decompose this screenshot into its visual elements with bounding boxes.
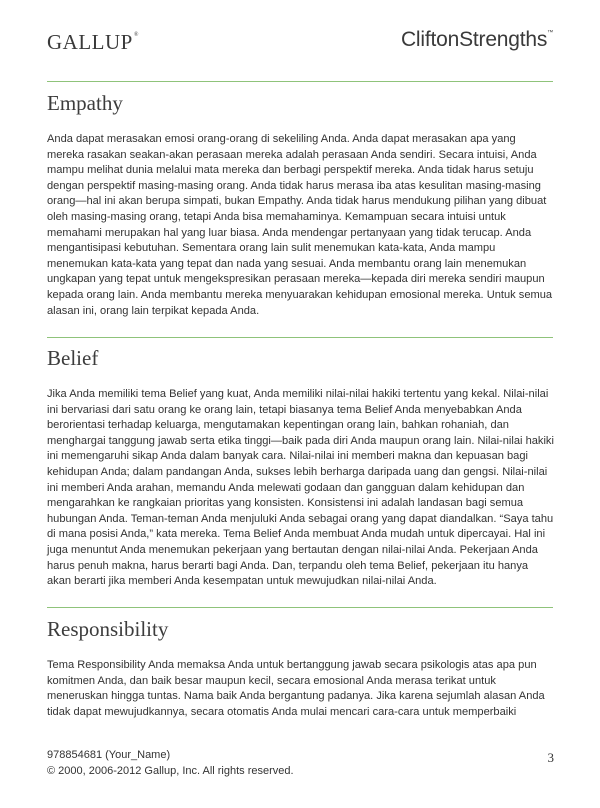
footer-copyright: © 2000, 2006-2012 Gallup, Inc. All rights reserved. [47, 765, 294, 777]
section-title-responsibility: Responsibility [47, 617, 169, 641]
gallup-logo [47, 30, 139, 55]
section-body-empathy: Anda dapat merasakan emosi orang-orang di sekeliling Anda. Anda dapat merasakan apa yang mereka rasakan seakan-akan perasaan mereka adalah perasaan Anda sendiri. Secara intuisi, Anda mampu melihat dunia melalui mata mereka dan berbagi perspektif mereka. Anda tidak harus setuju dengan perspektif masing-masing orang. Anda tidak harus merasa iba atas kesulitan masing-masing orang—hal ini akan berupa simpati, bukan Empathy. Anda tidak harus mendukung pilihan yang dibuat oleh masing-masing orang, tetapi Anda bisa memahaminya. Kemampuan secara intuisi untuk memahami merupakan hal yang luar biasa. Anda mendengar pertanyaan yang tidak terucap. Anda mengantisipasi kebutuhan. Sementara orang lain sulit menemukan kata-kata, Anda mampu menemukan kata-kata yang tepat dan nada yang sesuai. Anda membantu orang lain menemukan ungkapan yang tepat untuk mengekspresikan perasaan mereka—kepada diri mereka sendiri maupun kepada orang lain. Anda membantu mereka menyuarakan kehidupan emosional mereka. Untuk semua alasan ini, orang lain terpikat kepada Anda. [47, 133, 553, 317]
cliftonstrengths-logo-text: CliftonStrengths [400, 28, 548, 51]
cliftonstrengths-logo [401, 28, 553, 52]
section-title-belief: Belief [47, 346, 99, 370]
section-divider [47, 607, 553, 608]
page-number: 3 [547, 750, 554, 765]
footer-id-line: 978854681 (Your_Name) [47, 749, 171, 761]
trademark-mark: ™ [547, 30, 553, 36]
section-divider [47, 337, 553, 338]
section-title-empathy: Empathy [47, 91, 123, 115]
section-divider [47, 81, 553, 82]
section-body-belief: Jika Anda memiliki tema Belief yang kuat, Anda memiliki nilai-nilai hakiki tertentu yang kekal. Nilai-nilai ini bervariasi dari satu orang ke orang lain, tetapi biasanya tema Belief Anda menyebabkan Anda berorientasi terhadap keluarga, mengutamakan kepentingan orang lain, bahkan rohaniah, dan menghargai tanggung jawab serta etika tinggi—baik pada diri Anda maupun orang lain. Nilai-nilai hakiki ini memengaruhi sikap Anda dalam banyak cara. Nilai-nilai ini memberi makna dan kepuasan bagi kehidupan Anda; dalam pandangan Anda, sukses lebih berharga daripada uang dan gengsi. Nilai-nilai ini memberi Anda arahan, memandu Anda melewati godaan dan gangguan dalam kehidupan dan mengarahkan ke rangkaian prioritas yang konsisten. Konsistensi ini adalah landasan bagi semua hubungan Anda. Teman-teman Anda menjuluki Anda sebagai orang yang dapat diandalkan. “Saya tahu di mana posisi Anda,” kata mereka. Tema Belief Anda membuat Anda mudah untuk dipercayai. Hal ini juga menuntut Anda menemukan pekerjaan yang bertautan dengan nilai-nilai Anda. Pekerjaan Anda harus penuh makna, harus berarti bagi Anda. Dan, terpandu oleh tema Belief, pekerjaan itu hanya akan berarti jika memberi Anda kesempatan untuk mewujudkan nilai-nilai Anda. [47, 388, 554, 588]
registered-mark: ® [133, 32, 139, 38]
gallup-logo-text: GALLUP [47, 30, 133, 54]
section-body-responsibility: Tema Responsibility Anda memaksa Anda untuk bertanggung jawab secara psikologis atas apa pun komitmen Anda, dan baik besar maupun kecil, secara emosional Anda merasa terikat untuk meneruskan hingga tuntas. Nama baik Anda bergantung padanya. Jika karena sejumlah alasan Anda tidak dapat mewujudkannya, secara otomatis Anda mulai mencari cara-cara untuk memperbaiki [47, 659, 545, 718]
